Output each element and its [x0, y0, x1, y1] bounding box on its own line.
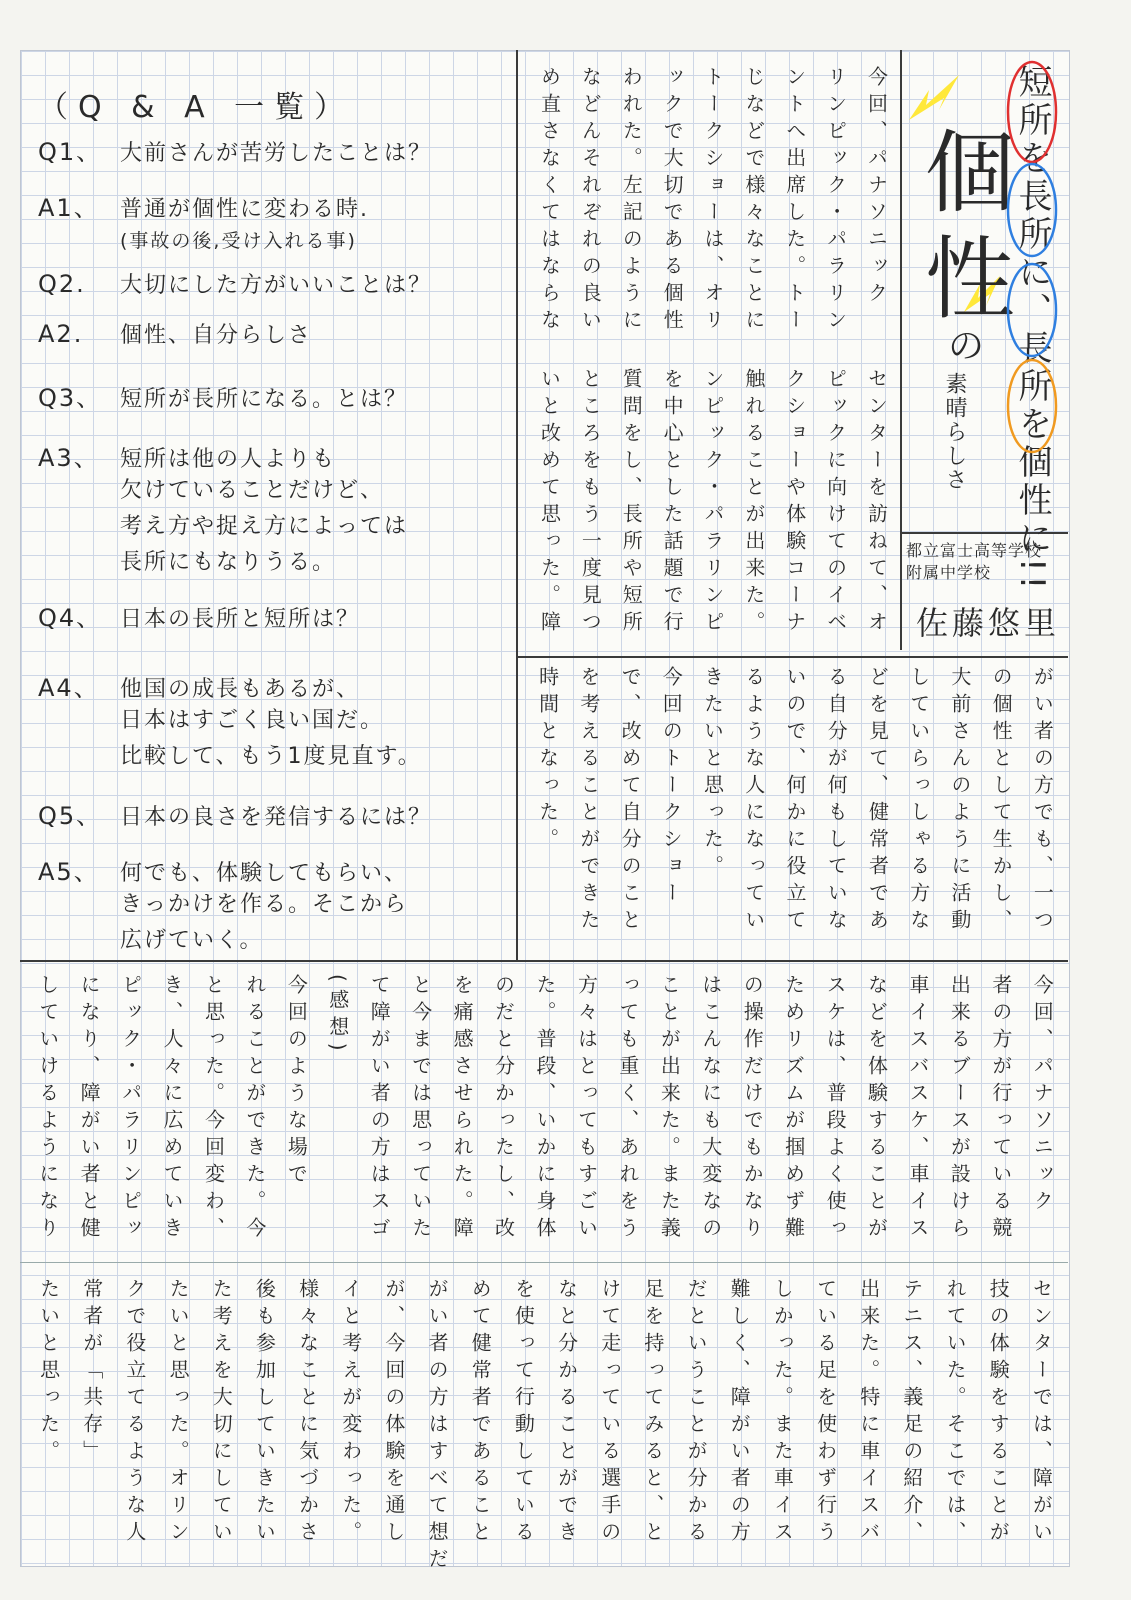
- essay-block-3: [528, 666, 1064, 946]
- essay-column: ところをもう一度見つ: [578, 368, 603, 638]
- essay-column: などんそれぞれの良い: [578, 66, 603, 336]
- essay-column: と今までは思っていた: [408, 974, 433, 1244]
- title-big-char: 個: [925, 121, 1015, 226]
- essay-column: (感想): [325, 974, 350, 1058]
- qa-text: 大前さんが苦労したことは？: [120, 141, 433, 166]
- essay-column: どを見て、健常者であ: [865, 666, 890, 936]
- qa-text: 短所が長所になる。とは？: [120, 387, 409, 412]
- essay-column: などを体験することが: [864, 974, 889, 1244]
- essay-column: る自分が何もしていな: [824, 666, 849, 936]
- essay-column: トークショーは、オリ: [701, 66, 725, 336]
- qa-text: 日本の長所と短所は？: [120, 607, 361, 632]
- qa-subtext: (事故の後,受け入れる事): [120, 230, 357, 252]
- essay-column: 今回、パナソニック: [1030, 974, 1055, 1217]
- essay-column: していらっしゃる方な: [906, 666, 931, 936]
- school-name: 都立富士高等学校附属中学校: [906, 541, 1043, 582]
- essay-column: イと考えが変わった。: [338, 1278, 363, 1548]
- essay-column: た考えを大切にしてい: [209, 1278, 234, 1548]
- essay-column: センターでは、障がい: [1029, 1278, 1054, 1548]
- essay-column: いので、何かに役立て: [783, 666, 807, 936]
- qa-a2: [38, 318, 312, 349]
- qa-text: 何でも、体験してもらい、: [120, 861, 409, 886]
- essay-column: の操作だけでもかなり: [740, 974, 765, 1244]
- essay-column: クショーや体験コーナ: [782, 368, 807, 638]
- qa-text: 普通が個性に変わる時.: [120, 197, 369, 222]
- essay-column: リンピック・パラリン: [823, 66, 848, 336]
- essay-column: だということが分かる: [684, 1278, 709, 1548]
- essay-column: になり、障がい者と健: [77, 974, 102, 1244]
- essay-column: で、改めて自分のこと: [618, 666, 643, 936]
- essay-column: ている足を使わず行う: [813, 1278, 838, 1548]
- essay-column: ピックに向けてのイベ: [823, 368, 848, 638]
- title-phrase: 短所を長所に、長所を個性に!!: [1012, 64, 1052, 594]
- essay-column: 出来た。特に車イスバ: [856, 1278, 881, 1548]
- essay-column: なと分かることができ: [554, 1278, 579, 1548]
- qa-a5: [38, 852, 408, 959]
- essay-column: 今回のトークショー: [659, 666, 684, 909]
- divider-horizontal-main: [20, 960, 1068, 962]
- qa-label: Q4、: [38, 604, 103, 632]
- essay-column: 難しく、障がい者の方: [727, 1278, 752, 1548]
- essay-column: じなどで様々なことに: [741, 66, 766, 336]
- qa-label: A2.: [38, 320, 84, 348]
- essay-block-4: [28, 974, 1064, 1246]
- qa-label: A3、: [38, 444, 100, 472]
- qa-label: A4、: [38, 674, 100, 702]
- qa-label: A1、: [38, 194, 100, 222]
- essay-column: 出来るブースが設けら: [947, 974, 972, 1244]
- divider-vertical-title: [900, 50, 902, 650]
- essay-column: 様々なことに気づかさ: [295, 1278, 320, 1548]
- essay-column: われた。左記のように: [619, 66, 644, 336]
- divider-vertical-center: [516, 50, 518, 960]
- essay-column: の個性として生かし、: [989, 666, 1014, 936]
- qa-heading: （Q & A 一覧）: [38, 90, 355, 125]
- qa-subtext: 欠けていることだけど、: [120, 478, 385, 503]
- essay-column: いと改めて思った。障: [537, 368, 562, 638]
- essay-column: き、人々に広めていき: [160, 974, 185, 1244]
- qa-subtext: きっかけを作る。そこから: [120, 892, 409, 917]
- essay-column: れていた。そこでは、: [943, 1278, 968, 1548]
- qa-a3: [38, 438, 408, 581]
- essay-column: 今回のような場で: [284, 974, 309, 1190]
- essay-column: っても重く、あれをう: [615, 974, 640, 1244]
- essay-column: たいと思った。: [36, 1278, 61, 1467]
- essay-column: て障がい者の方はスゴ: [367, 974, 392, 1244]
- circle-highlights: [1000, 60, 1064, 520]
- essay-column: ンピック・パラリンピ: [701, 368, 725, 638]
- qa-text: 他国の成長もあるが、: [120, 677, 361, 702]
- essay-column: を考えることができた: [576, 666, 601, 936]
- essay-column: た。普段、いかに身体: [533, 974, 557, 1244]
- essay-column: 車イスバスケ、車イス: [905, 974, 930, 1244]
- essay-column: スケは、普段よく使っ: [823, 974, 848, 1244]
- essay-column: しかった。また車イス: [770, 1278, 795, 1548]
- qa-text: 日本の良さを発信するには？: [120, 805, 433, 830]
- qa-label: Q1、: [38, 138, 103, 166]
- essay-column: けて走っている選手の: [597, 1278, 622, 1548]
- qa-subtext: 考え方や捉え方によっては: [120, 514, 409, 539]
- essay-column: 足を持ってみると、と: [640, 1278, 665, 1548]
- qa-q1: [38, 132, 432, 167]
- qa-q3: [38, 378, 408, 413]
- essay-column: が、今回の体験を通し: [381, 1278, 406, 1548]
- qa-label: Q5、: [38, 802, 103, 830]
- essay-column: め直さなくてはならな: [537, 66, 562, 336]
- qa-text: 短所は他の人よりも: [120, 447, 337, 472]
- qa-label: A5、: [38, 858, 100, 886]
- essay-column: 方々はとってもすごい: [574, 974, 599, 1244]
- essay-column: がい者の方はすべて想だ: [425, 1278, 450, 1575]
- essay-column: のだと分かったし、改: [491, 974, 516, 1244]
- essay-column: たいと思った。オリン: [166, 1278, 191, 1548]
- essay-block-2: [530, 368, 898, 643]
- essay-column: 者の方が行っている競: [988, 974, 1013, 1244]
- essay-column: ントへ出席した。トー: [782, 66, 807, 336]
- essay-column: がい者の方でも、一つ: [1030, 666, 1055, 936]
- qa-subtext: 日本はすごく良い国だ。: [120, 708, 385, 733]
- essay-column: を痛感させられた。障: [450, 974, 475, 1244]
- title-big-char: 性: [925, 227, 1015, 332]
- essay-column: と思った。今回変わ、: [201, 974, 226, 1244]
- divider-block-mid: [516, 656, 1068, 658]
- qa-a4: [38, 668, 422, 775]
- essay-block-1: [530, 66, 898, 341]
- title-subtitle: 素晴らしさ: [942, 372, 967, 492]
- essay-column: クで役立てるような人: [122, 1278, 147, 1548]
- essay-column: 大前さんのように活動: [947, 666, 972, 936]
- title-no: の: [948, 326, 985, 367]
- essay-block-5: [28, 1278, 1064, 1575]
- qa-subtext: 長所にもなりうる。: [120, 550, 337, 575]
- qa-label: Q3、: [38, 384, 103, 412]
- qa-q4: [38, 598, 360, 633]
- qa-q2: [38, 268, 432, 299]
- essay-column: を使って行動している: [511, 1278, 536, 1548]
- essay-column: きたいと思った。: [700, 666, 725, 882]
- essay-column: るような人になってい: [741, 666, 766, 936]
- essay-column: 後も参加していきたい: [252, 1278, 277, 1548]
- essay-column: 常者が「共存」: [79, 1278, 104, 1467]
- qa-text: 個性、自分らしさ: [120, 323, 313, 348]
- qa-q5: [38, 796, 432, 831]
- essay-column: はこんなにも大変なの: [698, 974, 723, 1244]
- essay-column: 時間となった。: [535, 666, 560, 855]
- essay-column: ためリズムが掴めず難: [781, 974, 806, 1244]
- essay-column: めて健常者であること: [468, 1278, 493, 1548]
- qa-subtext: 広げていく。: [120, 928, 264, 953]
- qa-subtext: 比較して、もう1度見直す。: [120, 744, 422, 769]
- essay-column: センターを訪ねて、オ: [864, 368, 889, 638]
- essay-column: テニス、義足の紹介、: [899, 1278, 924, 1548]
- divider-lower: [20, 1262, 1068, 1263]
- essay-column: 今回、パナソニック: [864, 66, 889, 309]
- essay-column: れることができた。今: [242, 974, 267, 1244]
- author-name: 佐藤悠里: [916, 604, 1061, 642]
- qa-label: Q2.: [38, 270, 86, 298]
- qa-text: 大切にした方がいいことは？: [120, 273, 433, 298]
- essay-column: 質問をし、長所や短所: [619, 368, 644, 638]
- essay-column: していけるようになり: [35, 974, 60, 1244]
- qa-a1: [38, 188, 369, 259]
- essay-column: 技の体験をすることが: [986, 1278, 1011, 1548]
- essay-column: ことが出来た。また義: [657, 974, 682, 1244]
- essay-column: ックで大切である個性: [660, 66, 685, 336]
- essay-column: 触れることが出来た。: [741, 368, 766, 638]
- essay-column: を中心とした話題で行: [660, 368, 685, 638]
- essay-column: ピック・パラリンピッ: [118, 974, 143, 1244]
